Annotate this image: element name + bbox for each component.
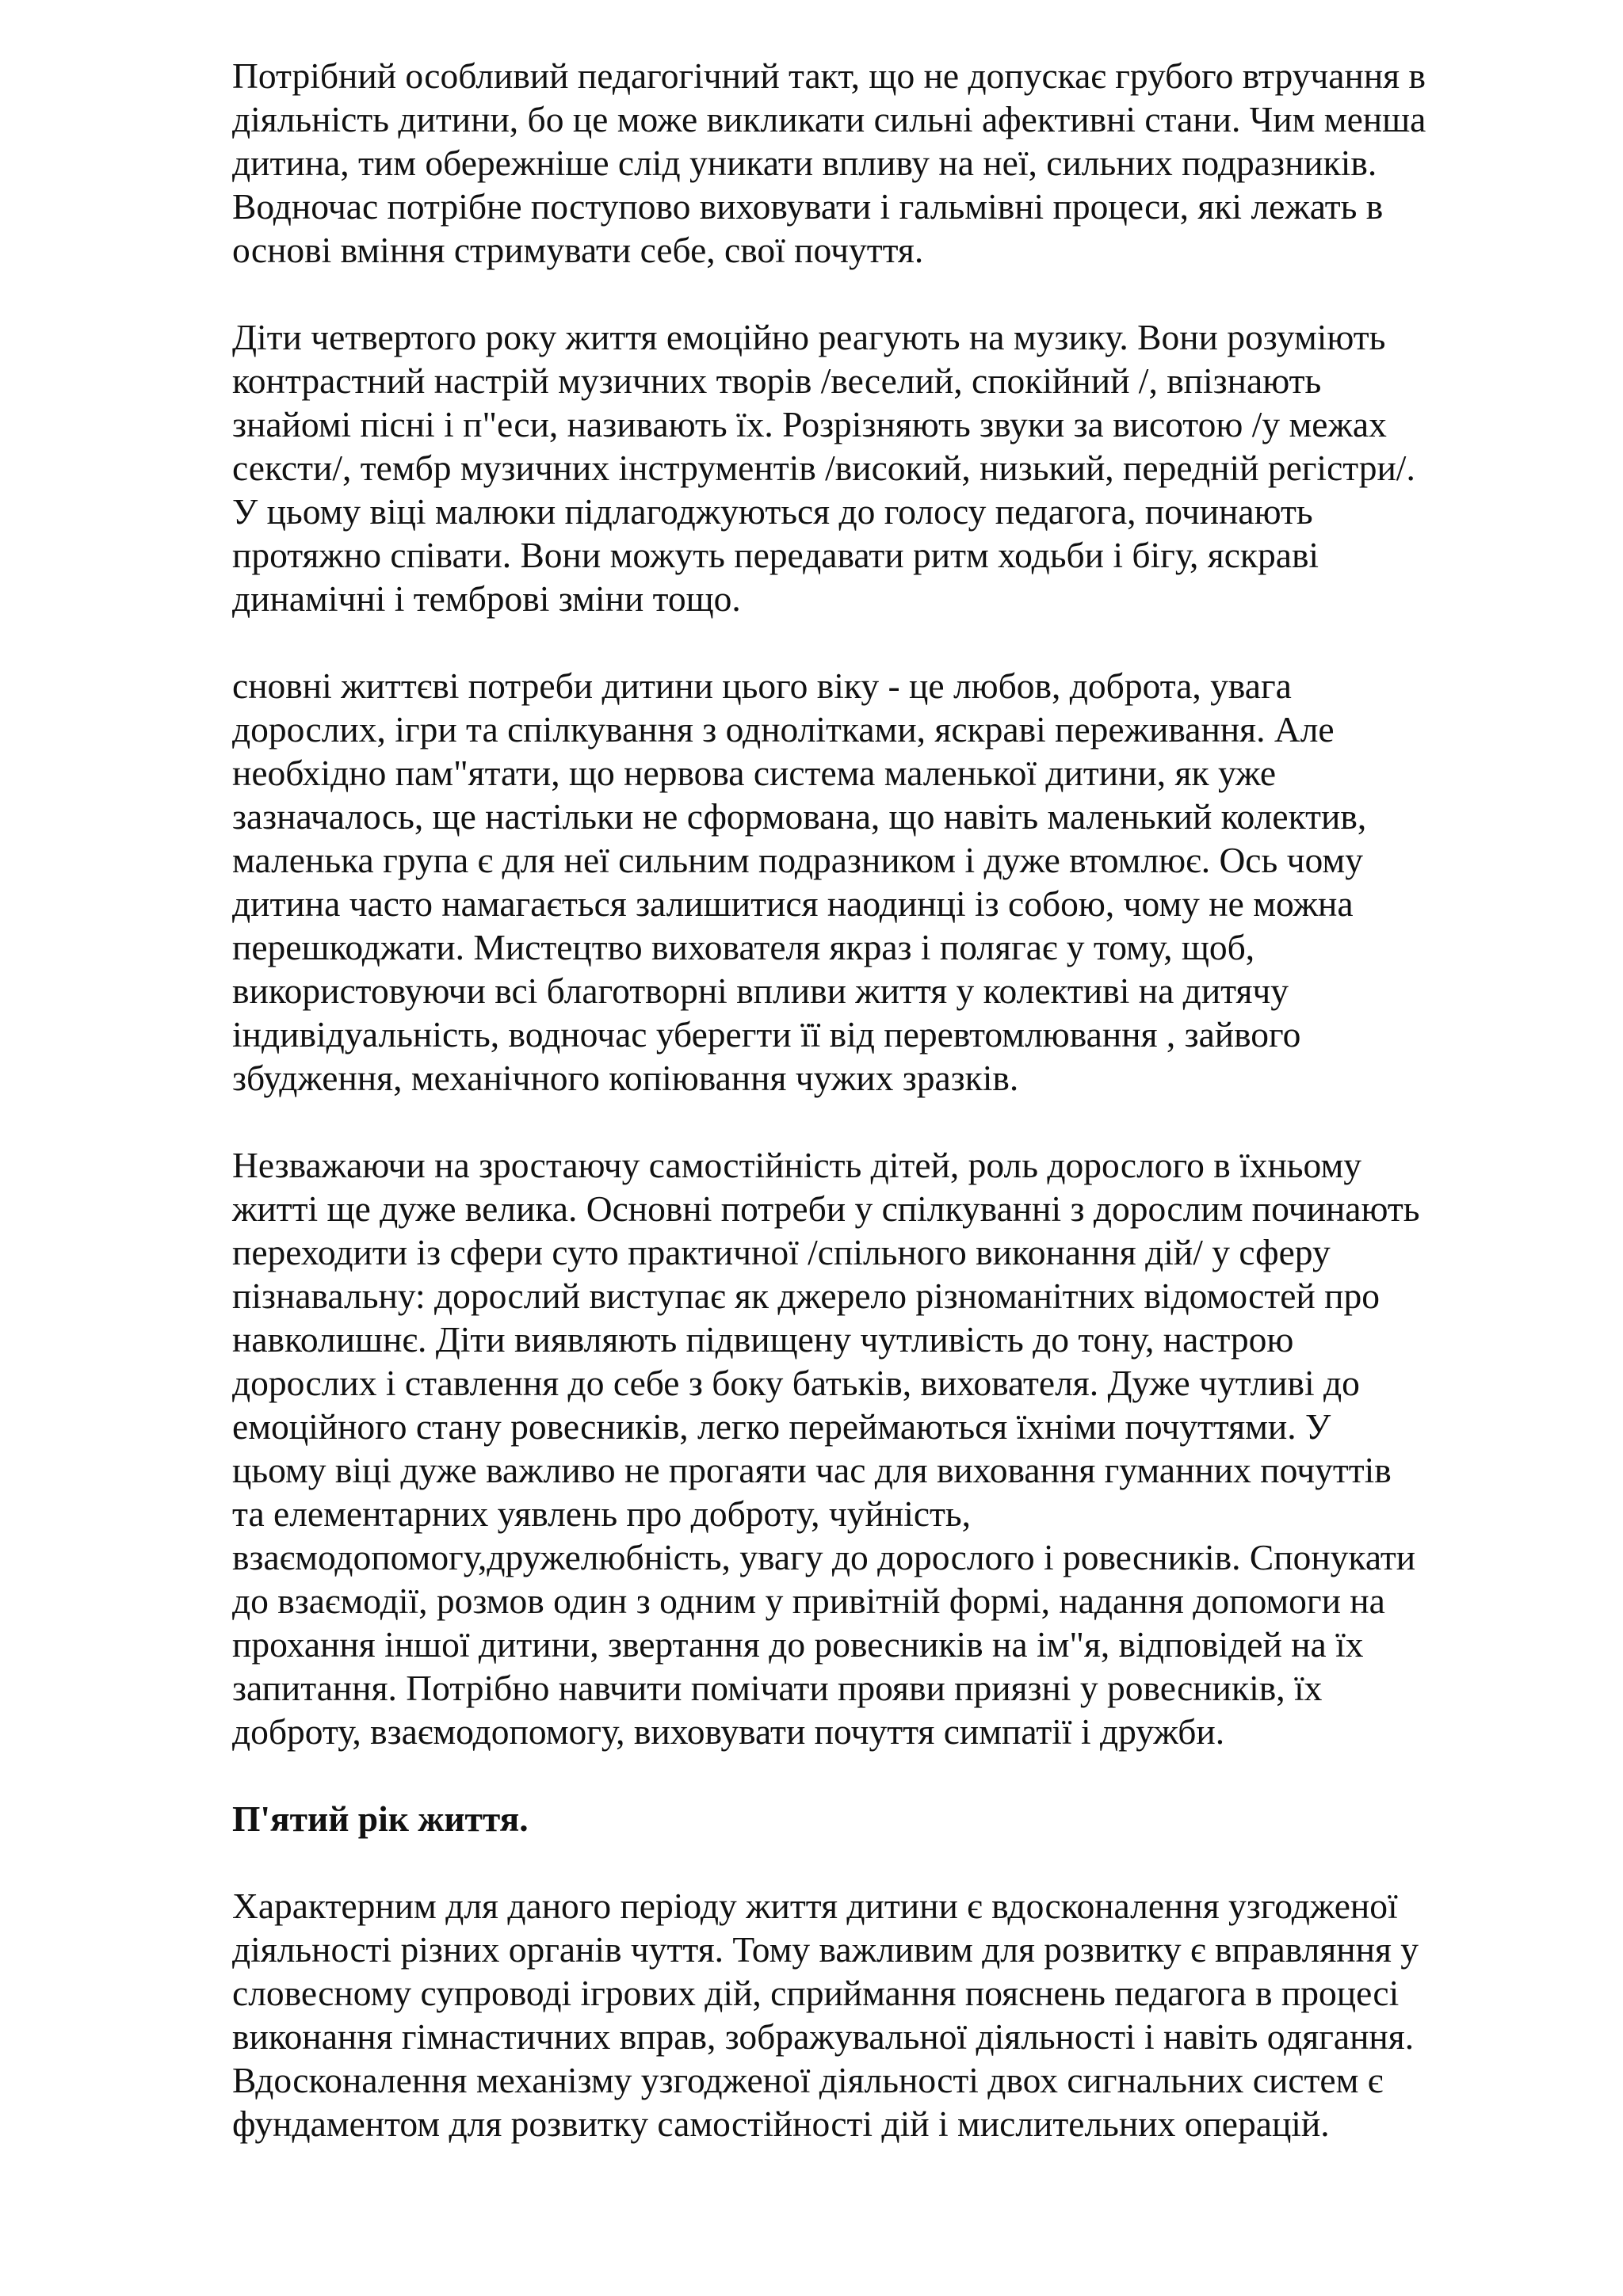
text-line: діяльності різних органів чуття. Тому важливим для розвитку є вправляння у xyxy=(232,1929,1419,1970)
text-line: дорослих і ставлення до себе з боку батьків, вихователя. Дуже чутливі до xyxy=(232,1363,1360,1403)
text-line: сновні життєві потреби дитини цього віку - це любов, доброта, увага xyxy=(232,666,1292,706)
text-line: Водночас потрібне поступово виховувати і гальмівні процеси, які лежать в xyxy=(232,186,1384,227)
text-line: переходити із сфери суто практичної /спільного виконання дій/ у сферу xyxy=(232,1232,1331,1272)
section-heading: П'ятий рік життя. xyxy=(232,1798,529,1839)
text-line: динамічні і темброві зміни тощо. xyxy=(232,578,741,619)
text-line: житті ще дуже велика. Основні потреби у спілкуванні з дорослим починають xyxy=(232,1188,1420,1229)
text-line: використовуючи всі благотворні впливи життя у колективі на дитячу xyxy=(232,971,1289,1011)
text-line: протяжно співати. Вони можуть передавати ритм ходьби і бігу, яскраві xyxy=(232,535,1319,575)
text-line: Діти четвертого року життя емоційно реагують на музику. Вони розуміють xyxy=(232,317,1386,357)
text-line: емоційного стану ровесників, легко переймаються їхніми почуттями. У xyxy=(232,1406,1331,1447)
text-line: Потрібний особливий педагогічний такт, що не допускає грубого втручання в xyxy=(232,55,1426,96)
paragraph-fifth-year xyxy=(232,1884,1548,2145)
text-line: фундаментом для розвитку самостійності дій і мислительних операцій. xyxy=(232,2103,1330,2144)
text-line: до взаємодії, розмов один з одним у привітній формі, надання допомоги на xyxy=(232,1581,1385,1621)
text-line: та елементарних уявлень про доброту, чуйність, xyxy=(232,1493,972,1534)
text-line: навколишнє. Діти виявляють підвищену чутливість до тону, настрою xyxy=(232,1319,1294,1360)
paragraph-adult-role xyxy=(232,1143,1548,1753)
text-line: дитина, тим обережніше слід уникати впливу на неї, сильних подразників. xyxy=(232,143,1377,183)
text-line: Характерним для даного періоду життя дитини є вдосконалення узгодженої xyxy=(232,1886,1398,1926)
text-line: словесному супроводі ігрових дій, сприймання пояснень педагога в процесі xyxy=(232,1973,1400,2013)
paragraph-basic-needs xyxy=(232,664,1548,1100)
text-line: У цьому віці малюки підлагоджуються до голосу педагога, починають xyxy=(232,491,1313,532)
text-line: сексти/, тембр музичних інструментів /високий, низький, передній регістри/. xyxy=(232,448,1415,488)
paragraph-pedagogical-tact xyxy=(232,54,1548,272)
text-line: доброту, взаємодопомогу, виховувати почуття симпатії і дружби. xyxy=(232,1711,1225,1752)
text-line: маленька група є для неї сильним подразником і дуже втомлює. Ось чому xyxy=(232,840,1363,880)
text-line: діяльність дитини, бо це може викликати сильні афективні стани. Чим менша xyxy=(232,99,1426,139)
text-line: знайомі пісні і п"еси, називають їх. Розрізняють звуки за висотою /у межах xyxy=(232,404,1387,444)
text-line: контрастний настрій музичних творів /веселий, спокійний /, впізнають xyxy=(232,360,1322,401)
text-line: дитина часто намагається залишитися наодинці із собою, чому не можна xyxy=(232,883,1354,924)
text-line: взаємодопомогу,дружелюбність, увагу до дорослого і ровесників. Спонукати xyxy=(232,1537,1416,1577)
text-line: збудження, механічного копіювання чужих зразків. xyxy=(232,1058,1019,1098)
text-line: дорослих, ігри та спілкування з однолітками, яскраві переживання. Але xyxy=(232,709,1335,749)
text-line: виконання гімнастичних вправ, зображувальної діяльності і навіть одягання. xyxy=(232,2016,1415,2057)
document-body xyxy=(232,54,1548,2189)
text-line: Вдосконалення механізму узгодженої діяльності двох сигнальних систем є xyxy=(232,2060,1384,2100)
text-line: необхідно пам"ятати, що нервова система маленької дитини, як уже xyxy=(232,753,1277,793)
text-line: запитання. Потрібно навчити помічати прояви приязні у ровесників, їх xyxy=(232,1668,1323,1708)
text-line: індивідуальність, водночас уберегти її від перевтомлювання , зайвого xyxy=(232,1014,1301,1055)
text-line: цьому віці дуже важливо не прогаяти час для виховання гуманних почуттів xyxy=(232,1450,1392,1490)
text-line: зазначалось, ще настільки не сформована, що навіть маленький колектив, xyxy=(232,796,1367,837)
text-line: основі вміння стримувати себе, свої почуття. xyxy=(232,230,924,270)
text-line: перешкоджати. Мистецтво вихователя якраз і полягає у тому, щоб, xyxy=(232,927,1255,967)
paragraph-music xyxy=(232,315,1548,620)
text-line: прохання іншої дитини, звертання до ровесників на ім"я, відповідей на їх xyxy=(232,1624,1364,1665)
text-line: Незважаючи на зростаючу самостійність дітей, роль дорослого в їхньому xyxy=(232,1145,1361,1185)
text-line: пізнавальну: дорослий виступає як джерело різноманітних відомостей про xyxy=(232,1276,1381,1316)
